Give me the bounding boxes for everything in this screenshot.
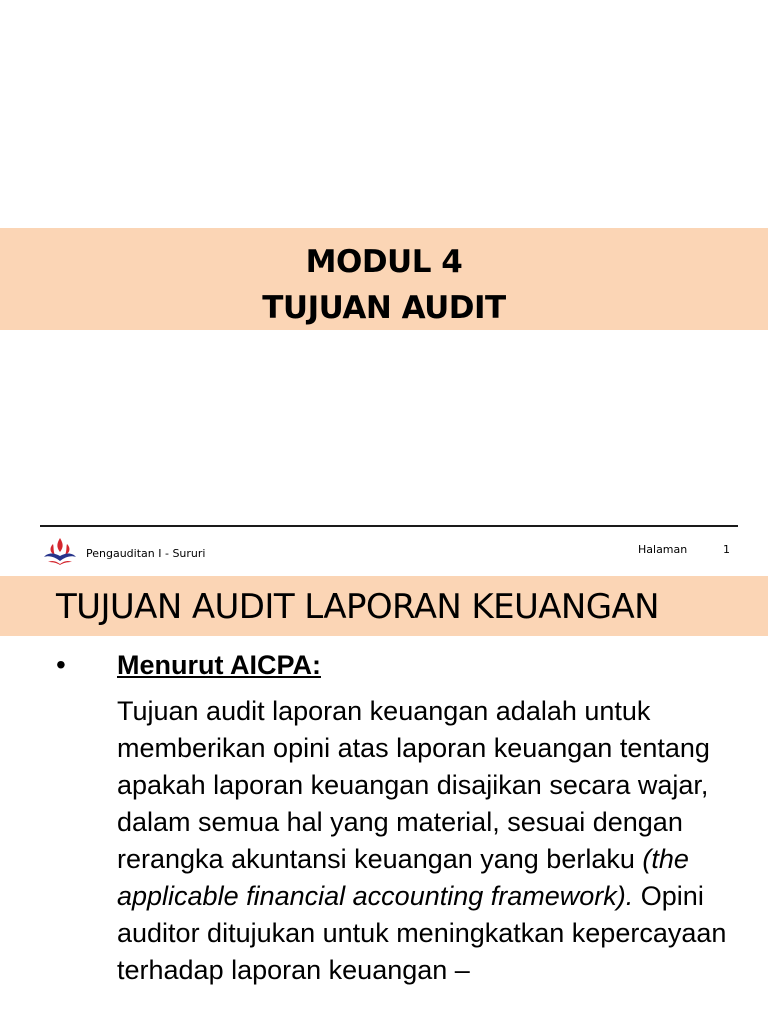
module-subject: TUJUAN AUDIT xyxy=(262,290,506,326)
paragraph-italic-term: (the applicable financial accounting framework). xyxy=(117,844,689,911)
slide-title: TUJUAN AUDIT LAPORAN KEUANGAN xyxy=(56,587,659,627)
paragraph-text-1: Tujuan audit laporan keuangan adalah untuk memberikan opini atas laporan keuangan tentang apakah laporan keuangan disajikan secara wajar, dalam semua hal yang material, sesuai dengan rerangka akuntansi keuangan yang berlaku xyxy=(117,696,710,874)
footer-page-number: 1 xyxy=(723,543,730,556)
bullet-marker: • xyxy=(56,649,66,680)
paragraph-text-2: Opini auditor ditujukan untuk meningkatkan kepercayaan terhadap laporan keuangan – xyxy=(117,881,727,985)
footer-divider xyxy=(40,525,738,527)
body-paragraph xyxy=(117,693,757,989)
footer-page-label: Halaman xyxy=(638,543,688,556)
red-blue-flame-logo-icon xyxy=(42,536,78,566)
module-title xyxy=(0,239,768,331)
footer-course-name: Pengauditan I - Sururi xyxy=(86,547,206,560)
module-number: MODUL 4 xyxy=(305,244,463,280)
bullet-heading: Menurut AICPA: xyxy=(117,650,321,680)
